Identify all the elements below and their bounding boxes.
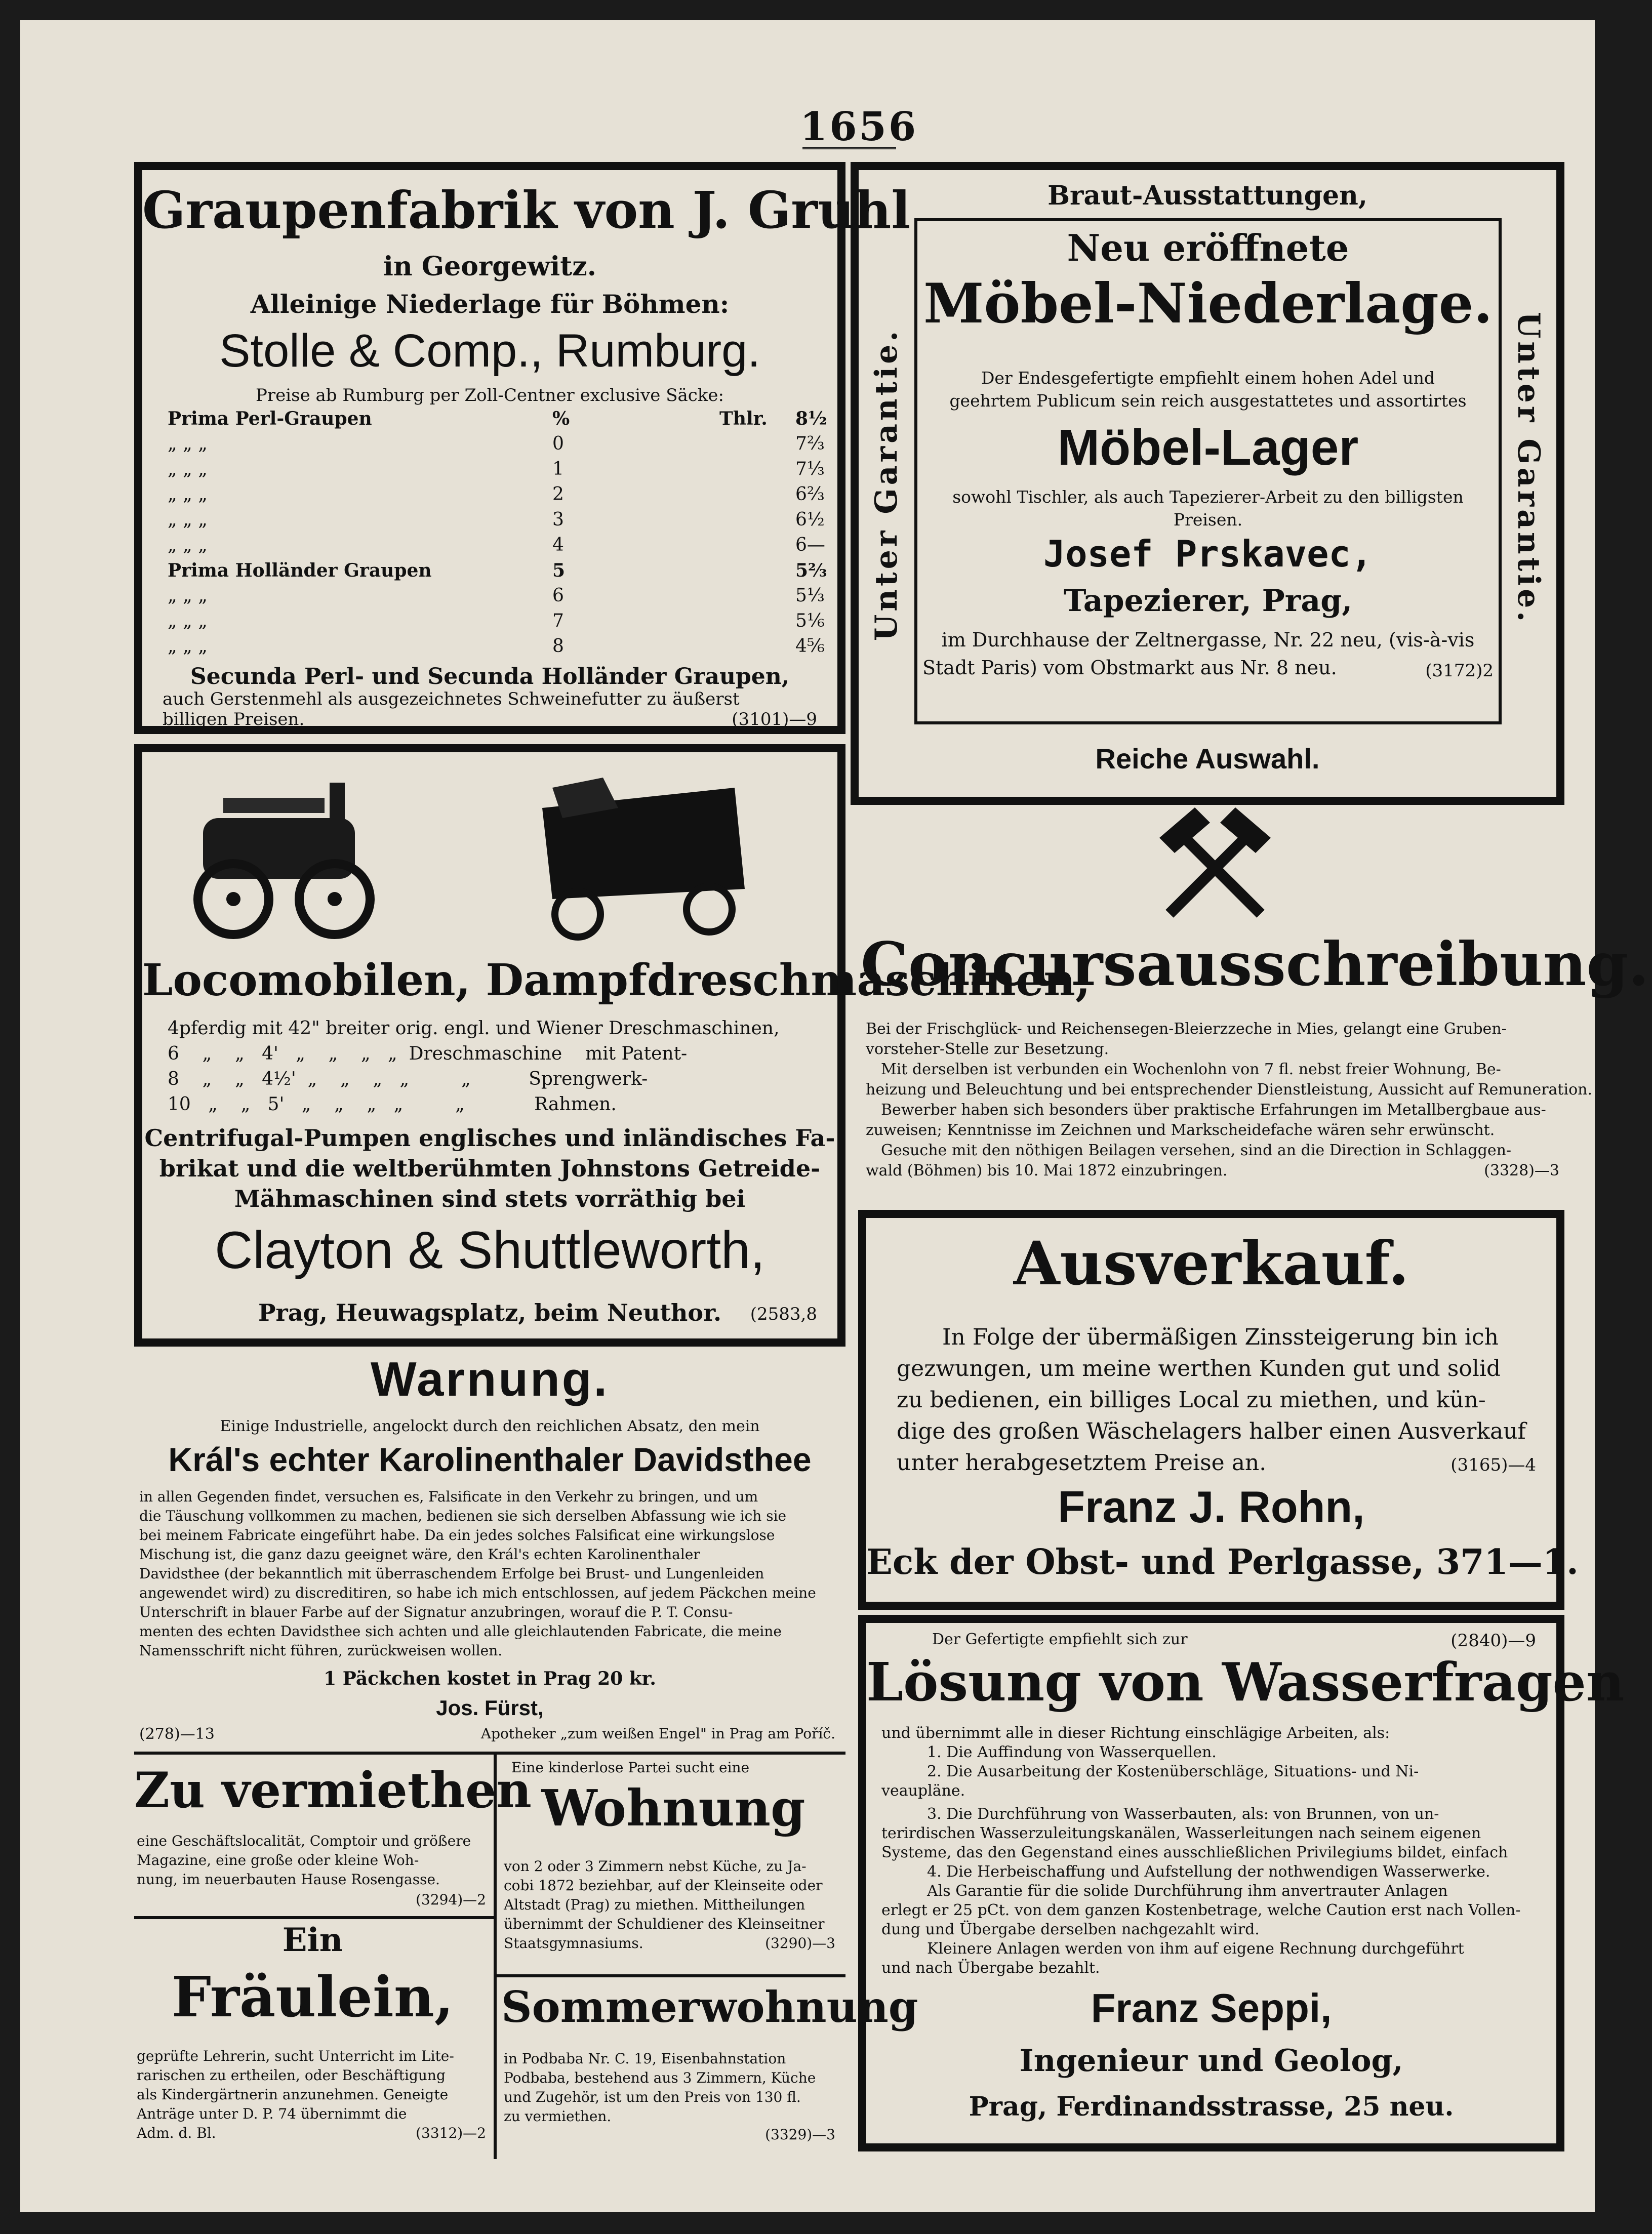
- graupen-row-no: %: [552, 408, 570, 429]
- sommer-title: Sommerwohnung: [501, 1982, 918, 2032]
- fraeulein-line-3: Anträge unter D. P. 74 übernimmt die: [137, 2105, 407, 2122]
- wasser-line-7: 4. Die Herbeischaffung und Aufstellung der nothwendigen Wasserwerke.: [927, 1863, 1490, 1881]
- graupen-row-label: „ „ „: [168, 509, 208, 530]
- graupen-row-no: 8: [552, 636, 564, 657]
- wohnung-line-4: Staatsgymnasiums.: [504, 1935, 643, 1952]
- graupen-row-label: „ „ „: [168, 433, 208, 454]
- steam-engine-illustration: [188, 773, 390, 940]
- warnung-ref: (278)—13: [139, 1725, 215, 1743]
- vermiethen-title: Zu vermiethen: [134, 1762, 532, 1819]
- warnung-body-4: Davidsthee (der bekanntlich mit überraschendem Erfolge bei Brust- und Lungenleiden: [139, 1565, 764, 1582]
- graupen-row-price: 6—: [795, 535, 825, 555]
- wohnung-line-2: Altstadt (Prag) zu miethen. Mittheilungen: [504, 1896, 805, 1913]
- sommer-ad: [501, 1979, 918, 2159]
- graupen-row-3: [168, 484, 825, 509]
- graupen-row-label: Prima Perl-Graupen: [168, 408, 372, 429]
- wasser-ad: [858, 1615, 1625, 2151]
- graupen-row-price: 7⅔: [795, 433, 825, 454]
- fraeulein-pre: Ein: [282, 1921, 343, 1959]
- concurs-line-4: Bewerber haben sich besonders über praktische Erfahrungen im Metallbergbaue aus-: [881, 1101, 1546, 1119]
- graupen-row-label: „ „ „: [168, 585, 208, 606]
- graupen-row-5: [168, 535, 825, 560]
- wasser-line-11: Kleinere Anlagen werden von ihm auf eigene Rechnung durchgeführt: [927, 1940, 1464, 1958]
- concurs-line-3: heizung und Beleuchtung und bei entsprechender Dienstleistung, Aussicht auf Remuneration.: [866, 1081, 1593, 1099]
- sommer-line-2: und Zugehör, ist um den Preis von 130 fl.: [504, 2089, 801, 2105]
- graupen-title: Graupenfabrik von J. Gruhl: [142, 180, 911, 240]
- wasser-line-0: und übernimmt alle in dieser Richtung einschlägige Arbeiten, als:: [881, 1724, 1390, 1742]
- graupen-prices-note: Preise ab Rumburg per Zoll-Centner exclusive Säcke:: [256, 385, 724, 405]
- vermiethen-ad: [134, 1757, 532, 1911]
- moebel-side-right: Unter Garantie.: [1511, 312, 1546, 625]
- moebel-intro-1: Der Endesgefertigte empfiehlt einem hohen Adel und: [981, 368, 1435, 388]
- graupen-unit-label: Thlr.: [719, 408, 768, 429]
- ausverkauf-line-4: unter herabgesetztem Preise an.: [897, 1450, 1267, 1476]
- graupen-row-2: [168, 459, 825, 484]
- wohnung-line-0: von 2 oder 3 Zimmern nebst Küche, zu Ja-: [504, 1858, 807, 1875]
- graupen-row-1: [168, 433, 825, 459]
- ausverkauf-ref: (3165)—4: [1450, 1455, 1536, 1475]
- locomobil-pumps-2: brikat und die weltberühmten Johnstons Getreide-: [159, 1155, 821, 1182]
- fraeulein-title: Fräulein,: [171, 1964, 454, 2029]
- fraeulein-line-2: als Kindergärtnerin anzunehmen. Geneigte: [137, 2086, 449, 2103]
- moebel-ad: [851, 162, 1564, 805]
- fraeulein-ref: (3312)—2: [416, 2125, 486, 2141]
- graupen-row-label: „ „ „: [168, 535, 208, 555]
- graupen-row-no: 4: [552, 535, 564, 555]
- wasser-line-10: dung und Übergabe derselben nachgezahlt wird.: [881, 1921, 1260, 1938]
- moebel-inner-box: [914, 218, 1502, 724]
- wasser-title: Lösung von Wasserfragen: [866, 1651, 1625, 1713]
- wasser-line-12: und nach Übergabe bezahlt.: [881, 1959, 1100, 1977]
- graupen-row-no: 1: [552, 459, 564, 479]
- warnung-body-1: die Täuschung vollkommen zu machen, bedienen sie sich derselben Abfassung wie ich sie: [139, 1508, 787, 1524]
- threshing-machine-illustration: [532, 778, 755, 940]
- graupen-firm: Stolle & Comp., Rumburg.: [219, 325, 760, 377]
- graupen-row-price: 5⅙: [795, 611, 825, 631]
- graupen-row-price: 6⅔: [795, 484, 825, 505]
- graupen-row-no: 2: [552, 484, 564, 505]
- warnung-body-2: bei meinem Fabricate eingeführt habe. Da ein jedes solches Falsificat eine wirkungslose: [139, 1527, 775, 1544]
- moebel-trade: Tapezierer, Prag,: [1063, 583, 1353, 619]
- graupen-row-price: 4⅚: [795, 636, 825, 657]
- warnung-rule: [134, 1752, 845, 1755]
- wasser-ref: (2840)—9: [1450, 1631, 1536, 1651]
- wasser-line-9: erlegt er 25 pCt. von dem ganzen Kostenbetrage, welche Caution erst nach Vollen-: [881, 1901, 1521, 1919]
- warnung-body-0: in allen Gegenden findet, versuchen es, Falsificate in den Verkehr zu bringen, und um: [139, 1488, 758, 1505]
- graupen-row-label: „ „ „: [168, 636, 208, 657]
- moebel-lager: Möbel-Lager: [1057, 419, 1359, 476]
- concurs-title: Concursausschreibung.: [861, 929, 1649, 999]
- crossed-hammers-icon: [1154, 807, 1276, 924]
- sommer-line-1: Podbaba, bestehend aus 3 Zimmern, Küche: [504, 2069, 816, 2086]
- wasser-line-8: Als Garantie für die solide Durchführung ihm anvertrauter Anlagen: [927, 1882, 1448, 1900]
- wasser-name: Franz Seppi,: [1091, 1985, 1332, 2030]
- warnung-body-5: angewendet wird) zu discreditiren, so habe ich mich entschlossen, auf jedem Päckchen meine: [139, 1585, 816, 1601]
- locomobil-row-3: 10 „ „ 5' „ „ „ „ „ Rahmen.: [168, 1094, 617, 1115]
- graupen-row-no: 6: [552, 585, 564, 606]
- ausverkauf-line-0: In Folge der übermäßigen Zinssteigerung bin ich: [942, 1324, 1499, 1350]
- warnung-body-3: Mischung ist, die ganz dazu geeignet wäre, den Král's echten Karolinenthaler: [139, 1546, 700, 1563]
- warnung-body-8: Namensschrift nicht führen, zurückweisen wollen.: [139, 1642, 503, 1659]
- moebel-ref: (3172)2: [1425, 661, 1494, 681]
- ausverkauf-address: Eck der Obst- und Perlgasse, 371—1.: [866, 1542, 1579, 1582]
- graupen-row-price: 7⅓: [795, 459, 825, 479]
- locomobil-pumps-1: Centrifugal-Pumpen englisches und inländisches Fa-: [144, 1124, 835, 1152]
- graupen-row-no: 3: [552, 509, 564, 530]
- newspaper-page: [20, 20, 1649, 2212]
- wohnung-intro: Eine kinderlose Partei sucht eine: [511, 1759, 750, 1776]
- moebel-header: Braut-Ausstattungen,: [1047, 180, 1367, 211]
- vermiethen-line-0: eine Geschäftslocalität, Comptoir und größere: [137, 1833, 471, 1849]
- graupen-row-no: 0: [552, 433, 564, 454]
- fraeulein-line-4: Adm. d. Bl.: [137, 2125, 216, 2141]
- graupen-row-label: „ „ „: [168, 459, 208, 479]
- concurs-line-2: Mit derselben ist verbunden ein Wochenlohn von 7 fl. nebst freier Wohnung, Be-: [881, 1061, 1501, 1078]
- locomobil-pumps-3: Mähmaschinen sind stets vorräthig bei: [234, 1185, 746, 1212]
- wasser-intro: Der Gefertigte empfiehlt sich zur: [932, 1631, 1188, 1648]
- vermiethen-rule: [134, 1916, 494, 1919]
- locomobil-address: Prag, Heuwagsplatz, beim Neuthor.: [258, 1299, 722, 1326]
- graupen-sole-depot: Alleinige Niederlage für Böhmen:: [250, 289, 730, 319]
- vermiethen-ref: (3294)—2: [416, 1891, 486, 1908]
- graupen-footer-1: Secunda Perl- und Secunda Holländer Graupen,: [190, 664, 790, 689]
- warnung-body-7: menten des echten Davidsthee sich achten und alle gleichlautenden Fabricate, die meine: [139, 1623, 782, 1640]
- ausverkauf-line-3: dige des großen Wäschelagers halber einen Ausverkauf: [897, 1418, 1526, 1444]
- warnung-signer-title: Apotheker „zum weißen Engel" in Prag am Poříč.: [480, 1725, 835, 1742]
- concurs-ad: [861, 807, 1649, 1202]
- warnung-price: 1 Päckchen kostet in Prag 20 kr.: [324, 1668, 656, 1689]
- concurs-line-1: vorsteher-Stelle zur Besetzung.: [866, 1040, 1109, 1058]
- graupen-row-8: [168, 611, 825, 636]
- moebel-title: Möbel-Niederlage.: [923, 272, 1493, 336]
- locomobil-row-0: 4pferdig mit 42" breiter orig. engl. und Wiener Dreschmaschinen,: [168, 1018, 780, 1039]
- locomobil-row-1: 6 „ „ 4' „ „ „ „ Dreschmaschine mit Patent-: [168, 1043, 688, 1064]
- page-number: 1656: [800, 104, 918, 150]
- wasser-line-1: 1. Die Auffindung von Wasserquellen.: [927, 1743, 1217, 1761]
- moebel-intro-2: geehrtem Publicum sein reich ausgestattetes und assortirtes: [949, 391, 1467, 411]
- wasser-profession: Ingenieur und Geolog,: [1019, 2043, 1403, 2079]
- wohnung-line-1: cobi 1872 beziehbar, auf der Kleinseite oder: [504, 1877, 823, 1894]
- moebel-footer: Reiche Auswahl.: [1095, 743, 1320, 775]
- moebel-address-1: im Durchhause der Zeltnergasse, Nr. 22 neu, (vis-à-vis: [941, 629, 1475, 651]
- sommer-ref: (3329)—3: [765, 2126, 835, 2143]
- graupen-row-price: 8½: [795, 408, 827, 429]
- graupen-row-label: Prima Holländer Graupen: [168, 560, 432, 581]
- concurs-line-5: zuweisen; Kenntnisse im Zeichnen und Markscheidefache wären sehr erwünscht.: [866, 1121, 1495, 1139]
- sommer-line-0: in Podbaba Nr. C. 19, Eisenbahnstation: [504, 2050, 786, 2067]
- vermiethen-line-2: nung, im neuerbauten Hause Rosengasse.: [137, 1871, 440, 1888]
- locomobil-ref: (2583,8: [750, 1304, 817, 1324]
- graupen-row-price: 5⅔: [795, 560, 827, 581]
- graupen-row-price: 5⅓: [795, 585, 825, 606]
- wohnung-line-3: übernimmt der Schuldiener des Kleinseitner: [504, 1916, 825, 1932]
- graupen-location: in Georgewitz.: [383, 251, 596, 282]
- graupen-row-label: „ „ „: [168, 611, 208, 631]
- fraeulein-line-1: rarischen zu ertheilen, oder Beschäftigung: [137, 2067, 446, 2084]
- moebel-opened: Neu eröffnete: [1067, 226, 1349, 269]
- wohnung-title: Wohnung: [541, 1779, 805, 1838]
- concurs-ref: (3328)—3: [1484, 1162, 1559, 1180]
- graupen-footer-2: auch Gerstenmehl als ausgezeichnetes Schweinefutter zu äußerst: [163, 689, 740, 709]
- warnung-intro: Einige Industrielle, angelockt durch den reichlichen Absatz, den mein: [220, 1417, 760, 1435]
- fraeulein-ad: [134, 1921, 491, 2159]
- graupen-row-7: [168, 585, 825, 611]
- ausverkauf-name: Franz J. Rohn,: [1058, 1482, 1365, 1532]
- wasser-line-4: 3. Die Durchführung von Wasserbauten, als: von Brunnen, von un-: [927, 1805, 1439, 1823]
- graupen-row-price: 6½: [795, 509, 825, 530]
- moebel-side-left: Unter Garantie.: [869, 328, 904, 641]
- wasser-line-5: terirdischen Wasserzuleitungskanälen, Wasserleitungen nach seinem eigenen: [881, 1824, 1481, 1842]
- concurs-line-6: Gesuche mit den nöthigen Beilagen versehen, sind an die Direction in Schlaggen-: [881, 1142, 1512, 1159]
- ausverkauf-line-1: gezwungen, um meine werthen Kunden gut und solid: [897, 1356, 1501, 1382]
- graupen-row-no: 7: [552, 611, 564, 631]
- concurs-line-0: Bei der Frischglück- und Reichensegen-Bleierzzeche in Mies, gelangt eine Gruben-: [866, 1020, 1507, 1038]
- warnung-title: Warnung.: [370, 1352, 610, 1406]
- graupen-row-label: „ „ „: [168, 484, 208, 505]
- ausverkauf-ad: [858, 1210, 1579, 1610]
- wasser-line-2: 2. Die Ausarbeitung der Kostenüberschläge, Situations- und Ni-: [927, 1763, 1419, 1780]
- graupen-row-9: [168, 636, 825, 661]
- graupen-ref: (3101)—9: [732, 709, 817, 729]
- wasser-line-6: Systeme, das den Gegenstand eines ausschließlichen Privilegiums bildet, einfach: [881, 1844, 1508, 1861]
- moebel-name: Josef Prskavec,: [1043, 533, 1373, 575]
- moebel-desc-2: Preisen.: [1173, 510, 1243, 530]
- wohnung-ad: [501, 1757, 845, 1969]
- concurs-line-7: wald (Böhmen) bis 10. Mai 1872 einzubringen.: [866, 1162, 1228, 1180]
- graupen-row-0: [168, 408, 827, 433]
- warnung-ad: [134, 1352, 845, 1746]
- warnung-body-6: Unterschrift in blauer Farbe auf der Signatur anzubringen, worauf die P. T. Consu-: [139, 1604, 733, 1620]
- locomobil-title: Locomobilen, Dampfdreschmaschinen,: [142, 955, 1091, 1006]
- warnung-product: Král's echter Karolinenthaler Davidsthee: [168, 1441, 812, 1478]
- graupen-footer-3: billigen Preisen.: [163, 709, 305, 729]
- ausverkauf-title: Ausverkauf.: [1013, 1228, 1409, 1298]
- moebel-desc-1: sowohl Tischler, als auch Tapezierer-Arbeit zu den billigsten: [952, 487, 1464, 507]
- fraeulein-line-0: geprüfte Lehrerin, sucht Unterricht im Lite-: [137, 2048, 454, 2064]
- wohnung-rule: [496, 1974, 845, 1977]
- locomobil-row-2: 8 „ „ 4½' „ „ „ „ „ Sprengwerk-: [168, 1069, 648, 1089]
- moebel-address-2: Stadt Paris) vom Obstmarkt aus Nr. 8 neu.: [922, 657, 1337, 679]
- graupen-row-no: 5: [552, 560, 566, 581]
- sommer-line-3: zu vermiethen.: [504, 2108, 612, 2125]
- page-number-rule: [802, 147, 896, 149]
- graupen-row-6: [168, 560, 827, 585]
- wohnung-ref: (3290)—3: [765, 1935, 835, 1952]
- wasser-address: Prag, Ferdinandsstrasse, 25 neu.: [969, 2091, 1454, 2122]
- ausverkauf-line-2: zu bedienen, ein billiges Local zu miethen, und kün-: [897, 1387, 1486, 1413]
- graupen-row-4: [168, 509, 825, 535]
- warnung-signer: Jos. Fürst,: [436, 1696, 544, 1720]
- wasser-line-3: veaupläne.: [881, 1782, 965, 1800]
- locomobil-firm: Clayton & Shuttleworth,: [215, 1221, 765, 1280]
- vermiethen-line-1: Magazine, eine große oder kleine Woh-: [137, 1852, 419, 1869]
